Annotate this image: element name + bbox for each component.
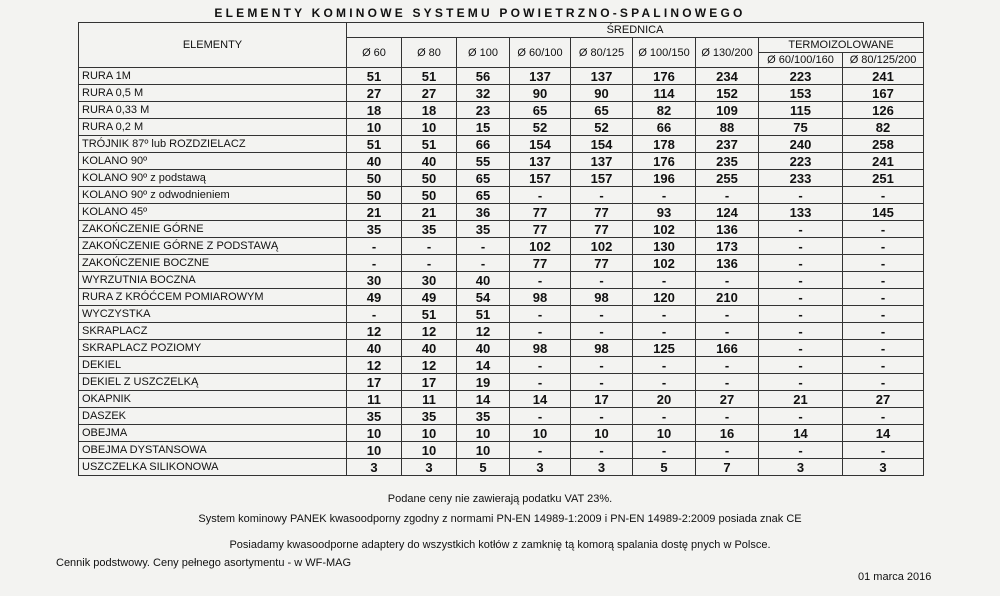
price-cell: 3 (347, 459, 402, 476)
table-row (79, 170, 924, 187)
price-cell: 17 (347, 374, 402, 391)
price-cell: - (571, 374, 633, 391)
table-row (79, 187, 924, 204)
row-name: DEKIEL Z USZCZELKĄ (79, 374, 347, 391)
price-cell: - (571, 408, 633, 425)
price-cell: 136 (696, 255, 759, 272)
table-row (79, 323, 924, 340)
price-cell: 16 (696, 425, 759, 442)
price-cell: 115 (759, 102, 843, 119)
price-cell: - (402, 255, 457, 272)
price-cell: - (633, 408, 696, 425)
price-cell: 235 (696, 153, 759, 170)
price-cell: - (759, 255, 843, 272)
price-cell: - (759, 408, 843, 425)
price-cell: 14 (457, 357, 510, 374)
price-cell: 12 (402, 323, 457, 340)
price-cell: - (843, 272, 924, 289)
price-cell: 10 (347, 119, 402, 136)
price-cell: 77 (571, 204, 633, 221)
price-cell: 241 (843, 153, 924, 170)
vat-note: Podane ceny nie zawierają podatku VAT 23%. (387, 493, 613, 505)
price-cell: 240 (759, 136, 843, 153)
price-cell: - (633, 272, 696, 289)
price-cell: 137 (510, 153, 571, 170)
price-cell: 210 (696, 289, 759, 306)
price-cell: 77 (571, 221, 633, 238)
price-cell: 234 (696, 68, 759, 85)
price-cell: 23 (457, 102, 510, 119)
price-cell: 65 (571, 102, 633, 119)
price-cell: - (696, 187, 759, 204)
price-cell: 196 (633, 170, 696, 187)
price-cell: 3 (510, 459, 571, 476)
price-cell: 5 (457, 459, 510, 476)
price-cell: - (510, 408, 571, 425)
price-cell: 258 (843, 136, 924, 153)
price-cell: 145 (843, 204, 924, 221)
table-row (79, 85, 924, 102)
price-cell: - (843, 187, 924, 204)
price-cell: 255 (696, 170, 759, 187)
price-cell: 10 (347, 442, 402, 459)
price-cell: 154 (510, 136, 571, 153)
price-table (78, 22, 924, 476)
price-cell: 166 (696, 340, 759, 357)
price-cell: 167 (843, 85, 924, 102)
price-cell: - (759, 289, 843, 306)
price-cell: 88 (696, 119, 759, 136)
row-name: DEKIEL (79, 357, 347, 374)
price-cell: - (759, 306, 843, 323)
table-row (79, 255, 924, 272)
price-cell: 241 (843, 68, 924, 85)
price-cell: - (696, 408, 759, 425)
system-note: System kominowy PANEK kwasoodporny zgodny z normami PN-EN 14989-1:2009 i PN-EN 14989-2:2009 posiada znak CE (198, 513, 802, 525)
price-cell: - (571, 357, 633, 374)
price-cell: 176 (633, 68, 696, 85)
row-name: ZAKOŃCZENIE BOCZNE (79, 255, 347, 272)
price-cell: 66 (457, 136, 510, 153)
price-cell: 178 (633, 136, 696, 153)
price-cell: 40 (457, 272, 510, 289)
row-name: ZAKOŃCZENIE GÓRNE Z PODSTAWĄ (79, 238, 347, 255)
price-cell: - (347, 238, 402, 255)
column-header: Ø 80/125/200 (843, 53, 924, 68)
price-cell: 30 (347, 272, 402, 289)
price-cell: 27 (843, 391, 924, 408)
table-row (79, 408, 924, 425)
price-cell: 51 (402, 306, 457, 323)
price-cell: 77 (510, 255, 571, 272)
price-cell: 51 (457, 306, 510, 323)
price-cell: - (759, 187, 843, 204)
price-cell: - (571, 323, 633, 340)
table-body (79, 68, 924, 476)
row-name: DASZEK (79, 408, 347, 425)
price-cell: 65 (457, 187, 510, 204)
cennik-note: Cennik podstwowy. Ceny pełnego asortymentu - w WF-MAG (56, 557, 352, 569)
row-name: WYRZUTNIA BOCZNA (79, 272, 347, 289)
table-row (79, 153, 924, 170)
price-cell: - (633, 306, 696, 323)
price-cell: 3 (402, 459, 457, 476)
table-row (79, 119, 924, 136)
table-row (79, 425, 924, 442)
price-cell: - (510, 323, 571, 340)
price-cell: 35 (402, 221, 457, 238)
price-cell: - (633, 187, 696, 204)
table-row (79, 102, 924, 119)
table-row (79, 391, 924, 408)
price-cell: 98 (510, 289, 571, 306)
price-cell: 223 (759, 68, 843, 85)
price-cell: 77 (510, 221, 571, 238)
price-cell: 154 (571, 136, 633, 153)
price-cell: 35 (457, 408, 510, 425)
price-cell: 98 (571, 289, 633, 306)
price-cell: - (510, 374, 571, 391)
table-row (79, 68, 924, 85)
price-cell: - (759, 238, 843, 255)
price-cell: 11 (402, 391, 457, 408)
price-cell: 130 (633, 238, 696, 255)
price-cell: 40 (457, 340, 510, 357)
header-srednica: ŚREDNICA (347, 23, 924, 38)
price-cell: 14 (759, 425, 843, 442)
price-cell: - (510, 442, 571, 459)
price-cell: 124 (696, 204, 759, 221)
row-name: RURA 0,5 M (79, 85, 347, 102)
price-cell: - (843, 238, 924, 255)
price-cell: - (759, 374, 843, 391)
price-cell: 35 (457, 221, 510, 238)
price-cell: 77 (510, 204, 571, 221)
price-cell: 14 (510, 391, 571, 408)
column-header: Ø 100 (457, 38, 510, 68)
price-cell: 12 (347, 357, 402, 374)
price-cell: - (510, 357, 571, 374)
row-name: KOLANO 90º z odwodnieniem (79, 187, 347, 204)
price-cell: - (347, 306, 402, 323)
price-cell: 10 (633, 425, 696, 442)
price-cell: - (759, 340, 843, 357)
price-cell: 223 (759, 153, 843, 170)
price-cell: - (759, 357, 843, 374)
row-name: TRÓJNIK 87º lub ROZDZIELACZ (79, 136, 347, 153)
price-cell: 12 (402, 357, 457, 374)
price-cell: 157 (510, 170, 571, 187)
price-cell: 82 (633, 102, 696, 119)
price-cell: - (843, 357, 924, 374)
row-name: KOLANO 90º (79, 153, 347, 170)
price-cell: 153 (759, 85, 843, 102)
price-cell: 51 (402, 136, 457, 153)
price-cell: - (843, 289, 924, 306)
price-cell: - (843, 408, 924, 425)
price-cell: - (633, 374, 696, 391)
price-cell: 10 (402, 442, 457, 459)
price-cell: 18 (402, 102, 457, 119)
price-cell: 19 (457, 374, 510, 391)
price-cell: - (696, 374, 759, 391)
price-cell: 21 (402, 204, 457, 221)
price-cell: 137 (571, 153, 633, 170)
price-cell: 93 (633, 204, 696, 221)
table-row (79, 459, 924, 476)
price-cell: 52 (571, 119, 633, 136)
row-name: SKRAPLACZ POZIOMY (79, 340, 347, 357)
price-cell: 10 (510, 425, 571, 442)
price-cell: - (759, 221, 843, 238)
price-cell: 11 (347, 391, 402, 408)
price-cell: 21 (347, 204, 402, 221)
price-cell: 21 (759, 391, 843, 408)
price-cell: - (633, 323, 696, 340)
price-cell: - (696, 272, 759, 289)
column-header: Ø 60 (347, 38, 402, 68)
price-cell: 12 (457, 323, 510, 340)
table-row (79, 136, 924, 153)
table-row (79, 221, 924, 238)
price-cell: 27 (696, 391, 759, 408)
price-cell: 7 (696, 459, 759, 476)
price-cell: 251 (843, 170, 924, 187)
price-cell: 14 (843, 425, 924, 442)
table-row (79, 357, 924, 374)
price-cell: 5 (633, 459, 696, 476)
row-name: RURA 0,2 M (79, 119, 347, 136)
price-cell: - (843, 374, 924, 391)
row-name: KOLANO 45º (79, 204, 347, 221)
price-cell: 10 (347, 425, 402, 442)
header-termoizolowane: TERMOIZOLOWANE (759, 38, 924, 53)
price-cell: 126 (843, 102, 924, 119)
price-cell: 176 (633, 153, 696, 170)
row-name: KOLANO 90º z podstawą (79, 170, 347, 187)
price-cell: 109 (696, 102, 759, 119)
price-cell: 102 (633, 255, 696, 272)
price-cell: 35 (347, 221, 402, 238)
price-cell: 12 (347, 323, 402, 340)
price-cell: 17 (402, 374, 457, 391)
price-cell: 82 (843, 119, 924, 136)
price-cell: - (696, 306, 759, 323)
price-cell: - (457, 255, 510, 272)
price-cell: 90 (571, 85, 633, 102)
price-cell: 3 (759, 459, 843, 476)
price-cell: 14 (457, 391, 510, 408)
price-cell: - (759, 442, 843, 459)
price-cell: - (571, 442, 633, 459)
price-cell: 3 (571, 459, 633, 476)
row-name: USZCZELKA SILIKONOWA (79, 459, 347, 476)
header-elements: ELEMENTY (79, 23, 347, 68)
price-cell: 102 (510, 238, 571, 255)
price-cell: 15 (457, 119, 510, 136)
price-cell: 77 (571, 255, 633, 272)
page-title: ELEMENTY KOMINOWE SYSTEMU POWIETRZNO-SPALINOWEGO (214, 6, 746, 20)
price-cell: 10 (402, 425, 457, 442)
price-cell: 10 (457, 442, 510, 459)
row-name: SKRAPLACZ (79, 323, 347, 340)
price-cell: 114 (633, 85, 696, 102)
price-cell: 98 (571, 340, 633, 357)
price-cell: - (696, 357, 759, 374)
price-cell: 18 (347, 102, 402, 119)
price-cell: - (510, 272, 571, 289)
price-cell: 35 (347, 408, 402, 425)
price-cell: - (571, 187, 633, 204)
price-cell: - (347, 255, 402, 272)
price-cell: - (843, 340, 924, 357)
row-name: OBEJMA (79, 425, 347, 442)
price-cell: - (696, 442, 759, 459)
row-name: OKAPNIK (79, 391, 347, 408)
row-name: WYCZYSTKA (79, 306, 347, 323)
price-cell: - (843, 306, 924, 323)
price-cell: 90 (510, 85, 571, 102)
price-cell: 102 (571, 238, 633, 255)
table-row (79, 306, 924, 323)
price-cell: 10 (402, 119, 457, 136)
price-cell: 102 (633, 221, 696, 238)
table-row (79, 272, 924, 289)
price-cell: 157 (571, 170, 633, 187)
price-cell: 51 (347, 68, 402, 85)
price-cell: 65 (457, 170, 510, 187)
price-cell: 136 (696, 221, 759, 238)
price-cell: 133 (759, 204, 843, 221)
price-cell: 3 (843, 459, 924, 476)
price-cell: 75 (759, 119, 843, 136)
price-cell: - (402, 238, 457, 255)
price-cell: 56 (457, 68, 510, 85)
price-cell: 98 (510, 340, 571, 357)
column-header: Ø 60/100/160 (759, 53, 843, 68)
date-label: 01 marca 2016 (858, 571, 932, 583)
price-cell: - (571, 272, 633, 289)
price-cell: 51 (347, 136, 402, 153)
price-cell: 233 (759, 170, 843, 187)
table-row (79, 204, 924, 221)
price-cell: 27 (347, 85, 402, 102)
price-cell: - (510, 187, 571, 204)
price-cell: - (510, 306, 571, 323)
price-cell: 50 (347, 187, 402, 204)
table-row (79, 340, 924, 357)
price-cell: 237 (696, 136, 759, 153)
column-header: Ø 80 (402, 38, 457, 68)
row-name: RURA 1M (79, 68, 347, 85)
price-cell: 137 (571, 68, 633, 85)
price-cell: 55 (457, 153, 510, 170)
price-cell: 65 (510, 102, 571, 119)
price-cell: 40 (402, 153, 457, 170)
price-cell: - (759, 272, 843, 289)
price-cell: 17 (571, 391, 633, 408)
price-cell: 50 (402, 170, 457, 187)
row-name: OBEJMA DYSTANSOWA (79, 442, 347, 459)
price-cell: 49 (402, 289, 457, 306)
price-cell: 137 (510, 68, 571, 85)
price-cell: - (571, 306, 633, 323)
price-cell: 173 (696, 238, 759, 255)
price-cell: - (843, 323, 924, 340)
price-cell: 54 (457, 289, 510, 306)
price-cell: - (759, 323, 843, 340)
row-name: RURA 0,33 M (79, 102, 347, 119)
row-name: ZAKOŃCZENIE GÓRNE (79, 221, 347, 238)
price-cell: 35 (402, 408, 457, 425)
price-cell: 10 (457, 425, 510, 442)
column-header: Ø 130/200 (696, 38, 759, 68)
price-cell: 49 (347, 289, 402, 306)
price-cell: - (843, 255, 924, 272)
price-cell: 52 (510, 119, 571, 136)
price-cell: 32 (457, 85, 510, 102)
price-cell: 40 (402, 340, 457, 357)
price-cell: 125 (633, 340, 696, 357)
price-cell: 40 (347, 340, 402, 357)
price-cell: 50 (402, 187, 457, 204)
column-header: Ø 100/150 (633, 38, 696, 68)
price-cell: 50 (347, 170, 402, 187)
table-row (79, 442, 924, 459)
price-cell: - (843, 221, 924, 238)
adapters-note: Posiadamy kwasoodporne adaptery do wszystkich kotłów z zamknię tą komorą spalania dostę pnych w Polsce. (229, 539, 771, 551)
price-cell: - (633, 357, 696, 374)
price-cell: 120 (633, 289, 696, 306)
column-header: Ø 80/125 (571, 38, 633, 68)
table-row (79, 289, 924, 306)
table-row (79, 374, 924, 391)
price-cell: 10 (571, 425, 633, 442)
price-cell: - (843, 442, 924, 459)
price-cell: 36 (457, 204, 510, 221)
column-header: Ø 60/100 (510, 38, 571, 68)
price-cell: 20 (633, 391, 696, 408)
table-row (79, 238, 924, 255)
price-cell: - (696, 323, 759, 340)
price-cell: 27 (402, 85, 457, 102)
price-cell: 152 (696, 85, 759, 102)
price-cell: 30 (402, 272, 457, 289)
price-cell: - (633, 442, 696, 459)
price-cell: - (457, 238, 510, 255)
row-name: RURA Z KRÓĆCEM POMIAROWYM (79, 289, 347, 306)
price-cell: 40 (347, 153, 402, 170)
price-cell: 51 (402, 68, 457, 85)
price-cell: 66 (633, 119, 696, 136)
